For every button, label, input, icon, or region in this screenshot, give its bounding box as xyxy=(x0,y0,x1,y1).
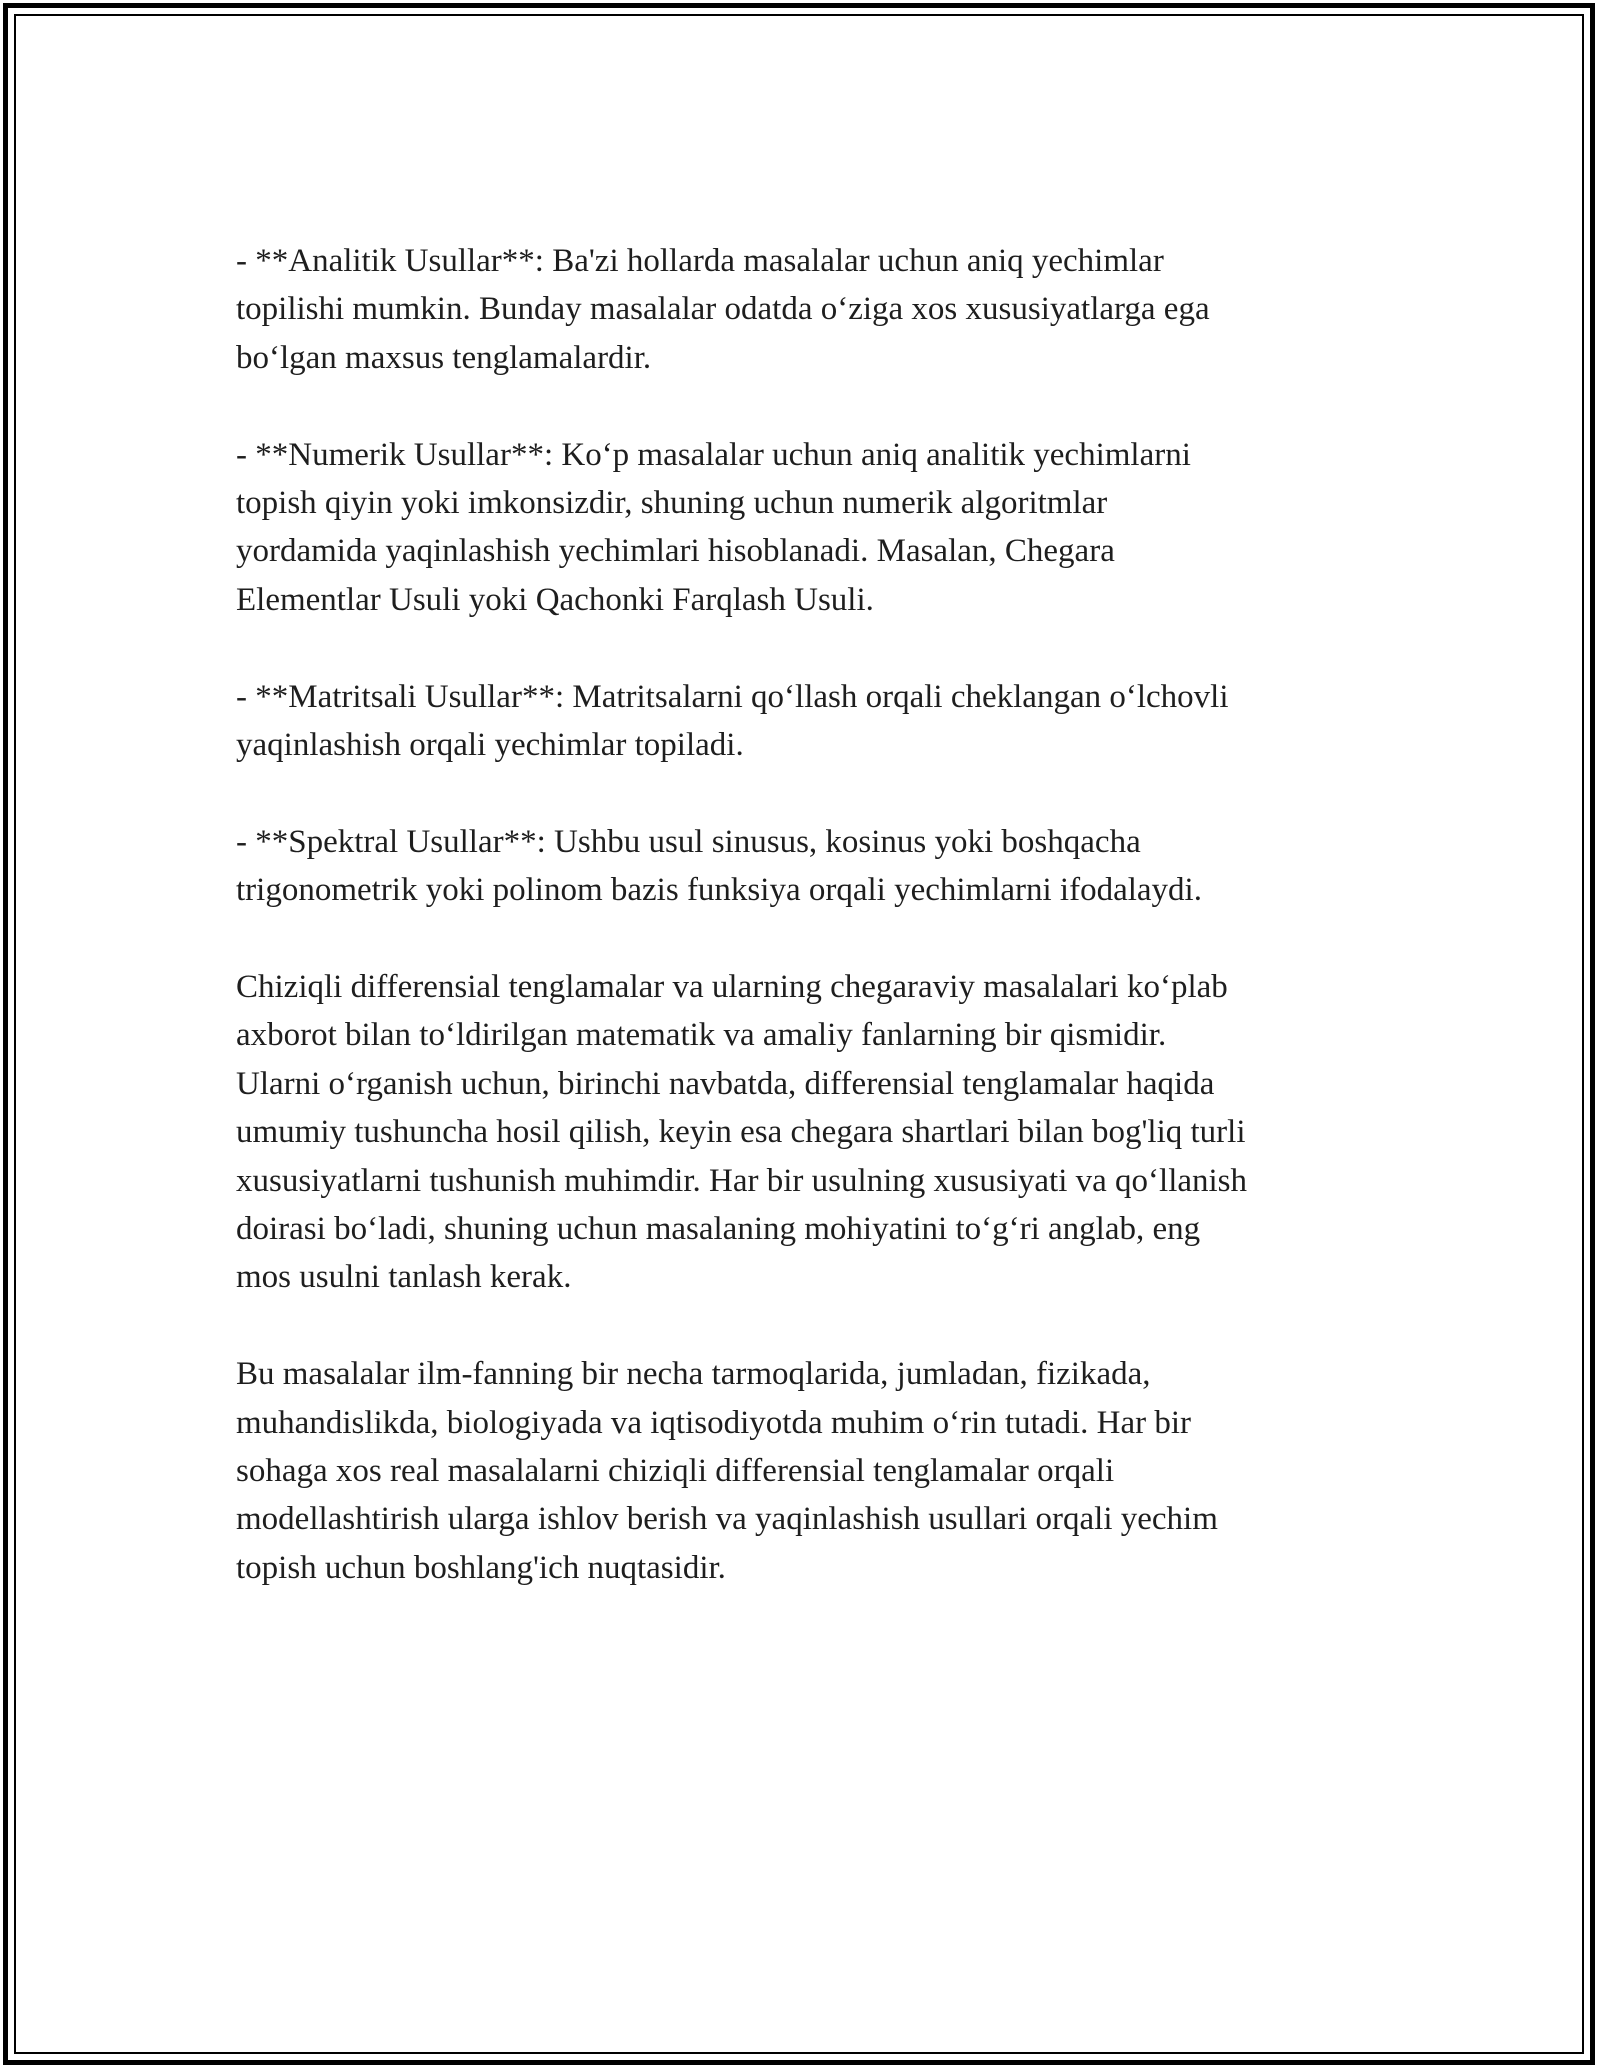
paragraph-numerik-usullar xyxy=(236,431,1366,625)
text-line: topish qiyin yoki imkonsizdir, shuning uchun numerik algoritmlar xyxy=(236,485,1108,522)
paragraph-chiziqli-differensial xyxy=(236,963,1366,1302)
text-line: - **Analitik Usullar**: Ba'zi hollarda masalalar uchun aniq yechimlar xyxy=(236,243,1164,279)
text-line: - **Numerik Usullar**: Ko‘p masalalar uchun aniq analitik yechimlarni xyxy=(236,436,1191,473)
text-line: topish uchun boshlang'ich nuqtasidir. xyxy=(236,1549,726,1586)
text-line: muhandislikda, biologiyada va iqtisodiyotda muhim o‘rin tutadi. Har bir xyxy=(236,1404,1192,1441)
text-line: xususiyatlarni tushunish muhimdir. Har bir usulning xususiyati va qo‘llanish xyxy=(236,1162,1248,1199)
text-line: modellashtirish ularga ishlov berish va yaqinlashish usullari orqali yechim xyxy=(236,1501,1218,1538)
text-line: trigonometrik yoki polinom bazis funksiya orqali yechimlarni ifodalaydi. xyxy=(236,872,1202,909)
paragraph-matritsali-usullar xyxy=(236,673,1366,770)
text-line: axborot bilan to‘ldirilgan matematik va amaliy fanlarning bir qismidir. xyxy=(236,1017,1167,1054)
text-line: Elementlar Usuli yoki Qachonki Farqlash Usuli. xyxy=(236,581,874,618)
paragraph-analitik-usullar xyxy=(236,237,1366,382)
text-line: mos usulni tanlash kerak. xyxy=(236,1259,572,1296)
paragraph-spektral-usullar xyxy=(236,818,1366,915)
text-line: Chiziqli differensial tenglamalar va ularning chegaraviy masalalari ko‘plab xyxy=(236,969,1228,1006)
text-line: yaqinlashish orqali yechimlar topiladi. xyxy=(236,727,744,764)
text-line: Ularni o‘rganish uchun, birinchi navbatda, differensial tenglamalar haqida xyxy=(236,1065,1215,1102)
paragraph-bu-masalalar xyxy=(236,1350,1366,1592)
document-body xyxy=(236,237,1366,1641)
text-line: sohaga xos real masalalarni chiziqli differensial tenglamalar orqali xyxy=(236,1453,1115,1490)
text-line: topilishi mumkin. Bunday masalalar odatda o‘ziga xos xususiyatlarga ega xyxy=(236,291,1210,328)
text-line: umumiy tushuncha hosil qilish, keyin esa chegara shartlari bilan bog'liq turli xyxy=(236,1114,1246,1151)
text-line: - **Spektral Usullar**: Ushbu usul sinusus, kosinus yoki boshqacha xyxy=(236,823,1141,860)
text-line: Bu masalalar ilm-fanning bir necha tarmoqlarida, jumladan, fizikada, xyxy=(236,1356,1151,1393)
text-line: doirasi bo‘ladi, shuning uchun masalaning mohiyatini to‘g‘ri anglab, eng xyxy=(236,1211,1201,1248)
text-line: yordamida yaqinlashish yechimlari hisoblanadi. Masalan, Chegara xyxy=(236,533,1115,570)
text-line: bo‘lgan maxsus tenglamalardir. xyxy=(236,339,652,376)
text-line: - **Matritsali Usullar**: Matritsalarni qo‘llash orqali cheklangan o‘lchovli xyxy=(236,678,1229,715)
